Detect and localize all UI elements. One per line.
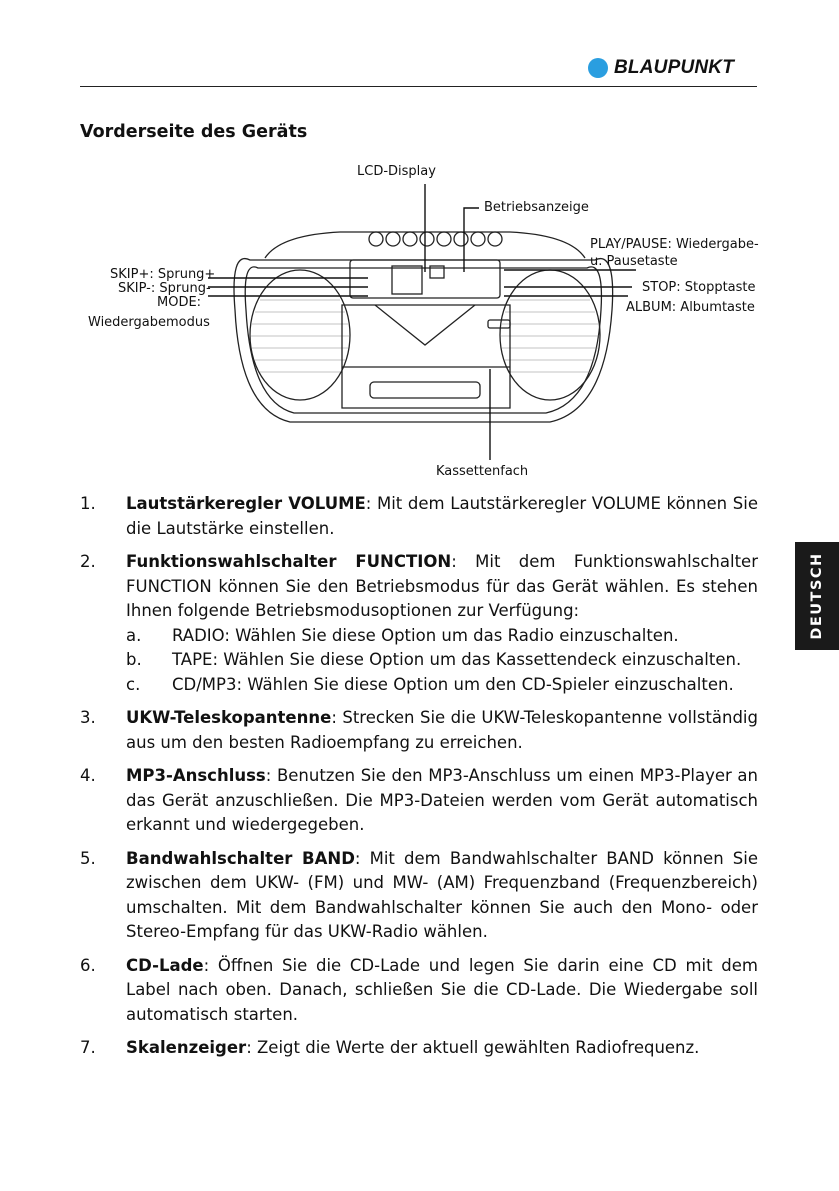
brand-logo [588,57,734,79]
callout-skip-plus: SKIP+: Sprung+ [110,267,216,282]
callout-skip-minus: SKIP-: Sprung- [118,281,211,296]
list-item [80,706,758,755]
item-text: : Mit dem Bandwahlschalter BAND können Sie zwischen dem UKW- (FM) und MW- (AM) Frequenzband (Frequenzbereich) umschalten. Mit dem Bandwahlschalter können Sie auch den Mono- oder Stereo-Empfang für das UKW-Radio wählen. [126,848,759,941]
language-tab-label: DEUTSCH [809,552,825,640]
item-term: Lautstärkeregler VOLUME [126,494,366,513]
callout-lcd-display: LCD-Display [357,164,436,179]
sub-item-letter: a. [126,625,142,645]
sub-list-item [126,624,758,649]
sub-list [126,624,758,698]
callout-mode-2: Wiedergabemodus [88,315,210,330]
list-item [80,1036,758,1061]
sub-list-item [126,673,758,698]
callout-stop: STOP: Stopptaste [642,280,756,295]
callout-cassette: Kassettenfach [436,464,529,479]
sub-item-letter: c. [126,674,141,694]
logo-circle-icon [588,58,608,78]
sub-item-text: RADIO: Wählen Sie diese Option um das Radio einzuschalten. [172,625,679,645]
item-number: 6. [80,955,96,975]
sub-list-item [126,648,758,673]
item-number: 7. [80,1038,96,1057]
section-title: Vorderseite des Geräts [80,122,308,142]
callout-play-pause: PLAY/PAUSE: Wiedergabe- [590,237,759,252]
item-number: 3. [80,708,96,727]
list-item [80,764,758,838]
brand-name: BLAUPUNKT [614,57,735,78]
list-item [80,954,758,1028]
list-item [80,550,758,697]
item-text: : Mit dem Lautstärkeregler VOLUME können Sie die Lautstärke einstellen. [126,494,758,538]
list-item [80,847,758,945]
item-number: 4. [80,766,96,785]
sub-item-text: CD/MP3: Wählen Sie diese Option um den CD-Spieler einzuschalten. [172,674,734,694]
item-text: : Benutzen Sie den MP3-Anschluss um einen MP3-Player an das Gerät anzuschließen. Die MP3-Dateien werden vom Gerät automatisch erkannt und wiedergegeben. [126,766,758,834]
item-text: : Strecken Sie die UKW-Teleskopantenne vollständig aus um den besten Radioempfang zu erreichen. [126,708,758,752]
callout-play-pause-2: u. Pausetaste [590,254,678,269]
item-term: Funktionswahlschalter FUNCTION [126,552,452,571]
item-number: 5. [80,848,96,868]
header-divider [80,86,757,87]
device-diagram [80,160,770,480]
item-text: : Zeigt die Werte der aktuell gewählten Radiofrequenz. [246,1038,700,1057]
item-term: UKW-Teleskopantenne [126,708,332,727]
list-item [80,492,758,541]
item-number: 1. [80,494,96,513]
callout-mode: MODE: [157,295,202,310]
item-term: Skalenzeiger [126,1038,247,1057]
feature-list [80,492,758,1070]
item-term: Bandwahlschalter BAND [126,848,355,868]
sub-item-text: TAPE: Wählen Sie diese Option um das Kassettendeck einzuschalten. [172,650,742,669]
item-text: : Mit dem Funktionswahlschalter FUNCTION können Sie den Betriebsmodus für das Gerät wählen. Es stehen Ihnen folgende Betriebsmodusoptionen zur Verfügung: [126,552,758,620]
item-term: MP3-Anschluss [126,766,266,785]
sub-item-letter: b. [126,650,142,669]
callout-power-indicator: Betriebsanzeige [484,200,589,215]
callout-album: ALBUM: Albumtaste [626,300,755,315]
item-text: : Öffnen Sie die CD-Lade und legen Sie darin eine CD mit dem Label nach oben. Danach, schließen Sie die CD-Lade. Die Wiedergabe soll automatisch starten. [126,955,758,1024]
item-number: 2. [80,552,96,571]
item-term: CD-Lade [126,955,204,975]
language-tab [795,542,839,650]
